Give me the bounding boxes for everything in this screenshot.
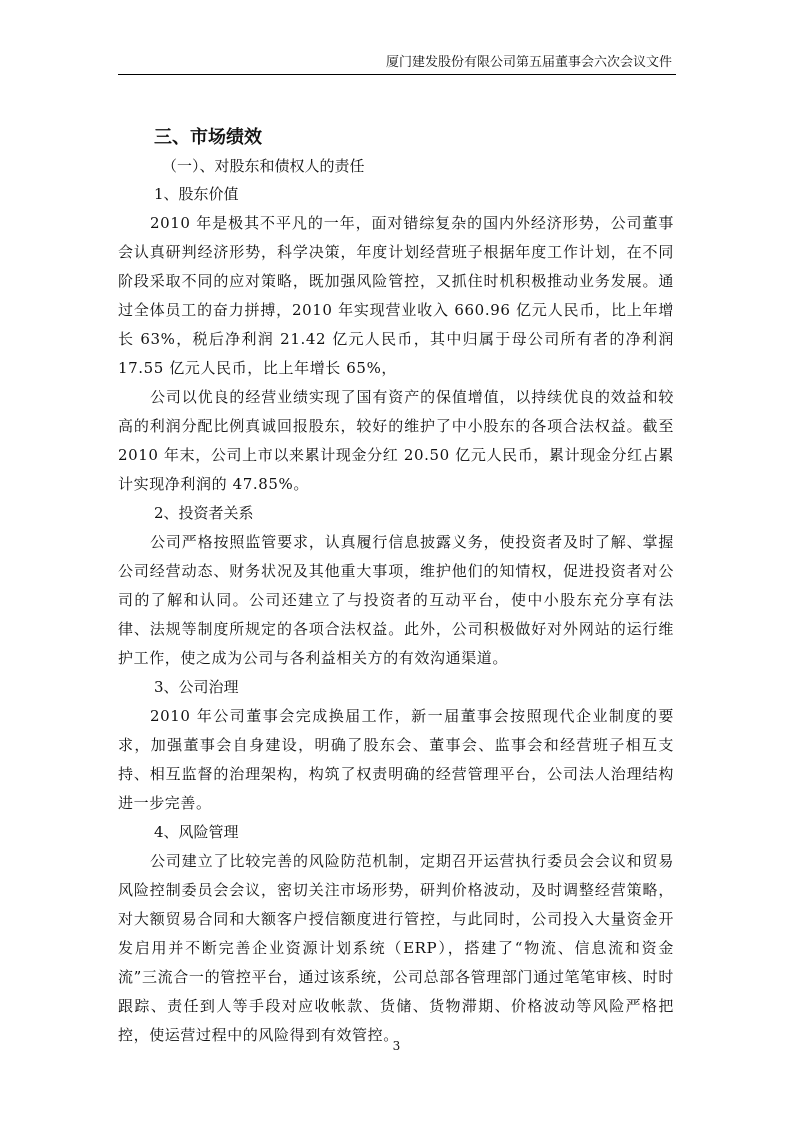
- section-title: 三、市场绩效: [154, 127, 262, 148]
- item-risk-management: [118, 818, 674, 1050]
- item-heading: 3、公司治理: [154, 678, 239, 696]
- item-investor-relations: [118, 499, 674, 673]
- item-heading: 2、投资者关系: [154, 504, 254, 522]
- body-paragraph: 2010 年公司董事会完成换届工作，新一届董事会按照现代企业制度的要求，加强董事会自身建设，明确了股东会、董事会、监事会和经营班子相互支持、相互监督的治理架构，构筑了权责明确的经营管理平台，公司法人治理结构进一步完善。: [118, 707, 674, 812]
- body-paragraph: 公司建立了比较完善的风险防范机制，定期召开运营执行委员会会议和贸易风险控制委员会会议，密切关注市场形势，研判价格波动，及时调整经营策略，对大额贸易合同和大额客户授信额度进行管控，与此同时，公司投入大量资金开发启用并不断完善企业资源计划系统（ERP），搭建了“物流、信息流和资金流”三流合一的管控平台，通过该系统，公司总部各管理部门通过笔笔审核、时时跟踪、责任到人等手段对应收帐款、货储、货物滞期、价格波动等风险严格把控，使运营过程中的风险得到有效管控。: [118, 852, 674, 1044]
- body-paragraph: 公司以优良的经营业绩实现了国有资产的保值增值，以持续优良的效益和较高的利润分配比例真诚回报股东，较好的维护了中小股东的各项合法权益。截至 2010 年末，公司上市以来累计现金分红 20.50 亿元人民币，累计现金分红占累计实现净利润的 47.85%。: [118, 388, 674, 493]
- subsection-title: （一）、对股东和债权人的责任: [162, 157, 365, 175]
- document-header-title: 厦门建发股份有限公司第五届董事会六次会议文件: [385, 55, 672, 70]
- header-divider: [118, 74, 676, 75]
- item-heading: 1、股东价值: [154, 185, 239, 203]
- body-paragraph: 2010 年是极其不平凡的一年，面对错综复杂的国内外经济形势，公司董事会认真研判经济形势，科学决策，年度计划经营班子根据年度工作计划，在不同阶段采取不同的应对策略，既加强风险管控，又抓住时机积极推动业务发展。通过全体员工的奋力拼搏，2010 年实现营业收入 660.96 亿元人民币，比上年增长 63%，税后净利润 21.42 亿元人民币，其中归属于母公司所有者的净利润 17.55 亿元人民币，比上年增长 65%，: [118, 214, 674, 377]
- page-content: [118, 124, 674, 1050]
- item-corporate-governance: [118, 673, 674, 818]
- body-paragraph: 公司严格按照监管要求，认真履行信息披露义务，使投资者及时了解、掌握公司经营动态、财务状况及其他重大事项，维护他们的知情权，促进投资者对公司的了解和认同。公司还建立了与投资者的互动平台，使中小股东充分享有法律、法规等制度所规定的各项合法权益。此外，公司积极做好对外网站的运行维护工作，使之成为公司与各利益相关方的有效沟通渠道。: [118, 533, 674, 667]
- item-heading: 4、风险管理: [154, 823, 239, 841]
- item-shareholder-value: [118, 180, 674, 499]
- page-number: 3: [392, 1039, 401, 1053]
